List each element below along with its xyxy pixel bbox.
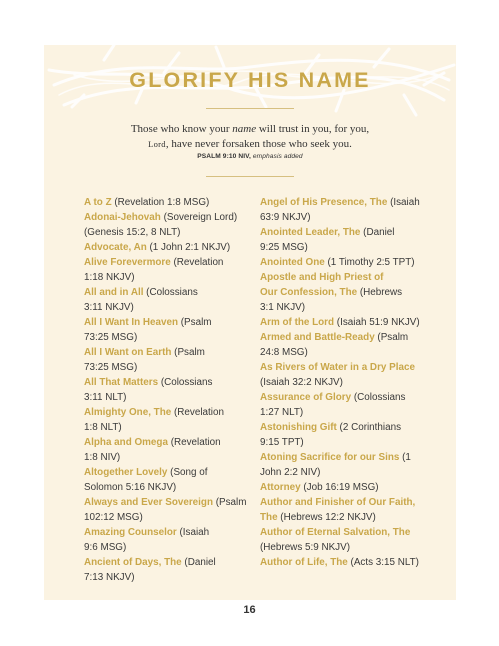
scripture-reference: (1 Timothy 2:5 TPT) xyxy=(324,257,415,268)
scripture-reference: 73:25 MSG) xyxy=(84,362,138,373)
scripture-reference: (Hebrews 12:2 NKJV) xyxy=(277,512,376,523)
name-entry-line xyxy=(260,390,440,405)
scripture-reference: (Colossians xyxy=(158,377,213,388)
name-entry-line xyxy=(84,285,264,300)
epigraph-verse xyxy=(84,122,416,151)
name-entry-line xyxy=(84,480,264,495)
content-panel xyxy=(44,45,456,600)
name-entry-line xyxy=(84,510,264,525)
name-entry-line xyxy=(84,525,264,540)
name-of-god: Anointed Leader, The xyxy=(260,227,361,238)
name-of-god: All I Want on Earth xyxy=(84,347,172,358)
scripture-reference: 73:25 MSG) xyxy=(84,332,138,343)
verse-text: will trust in you, for you, xyxy=(256,123,370,135)
name-of-god: Author and Finisher of Our Faith, xyxy=(260,497,416,508)
name-entry-line xyxy=(260,540,440,555)
page-title: GLORIFY HIS NAME xyxy=(129,68,371,92)
scripture-reference: 9:25 MSG) xyxy=(260,242,308,253)
name-entry-line xyxy=(260,255,440,270)
scripture-reference: (1 xyxy=(399,452,411,463)
scripture-reference: (Genesis 15:2, 8 NLT) xyxy=(84,227,181,238)
verse-text: Those who know your xyxy=(130,123,233,135)
scripture-reference: 24:8 MSG) xyxy=(260,347,308,358)
name-entry-line xyxy=(260,210,440,225)
name-entry-line xyxy=(260,510,440,525)
name-entry-line xyxy=(84,210,264,225)
scripture-reference: (Colossians xyxy=(351,392,406,403)
name-entry-line xyxy=(260,525,440,540)
scripture-reference: John 2:2 NIV) xyxy=(260,467,321,478)
scripture-reference: 1:27 NLT) xyxy=(260,407,304,418)
name-entry-line xyxy=(260,480,440,495)
divider xyxy=(206,176,294,177)
name-of-god: Ancient of Days, The xyxy=(84,557,182,568)
name-entry-line xyxy=(260,495,440,510)
names-column-right xyxy=(260,195,440,570)
scripture-reference: Solomon 5:16 NKJV) xyxy=(84,482,177,493)
name-of-god: Always and Ever Sovereign xyxy=(84,497,213,508)
name-entry-line xyxy=(260,435,440,450)
name-entry-line xyxy=(84,465,264,480)
name-of-god: The xyxy=(260,512,278,523)
scripture-reference: (Daniel xyxy=(360,227,395,238)
name-entry-line xyxy=(84,225,264,240)
scripture-reference: (Psalm xyxy=(178,317,212,328)
name-of-god: All and in All xyxy=(84,287,144,298)
scripture-reference: 1:18 NKJV) xyxy=(84,272,135,283)
verse-emphasis: name xyxy=(232,123,257,135)
name-of-god: Arm of the Lord xyxy=(260,317,335,328)
name-entry-line xyxy=(84,255,264,270)
scripture-reference: (Psalm xyxy=(212,497,247,508)
name-entry-line xyxy=(260,345,440,360)
name-entry-line xyxy=(84,345,264,360)
name-entry-line xyxy=(260,225,440,240)
name-entry-line xyxy=(84,315,264,330)
name-entry-line xyxy=(84,420,264,435)
name-entry-line xyxy=(260,240,440,255)
scripture-reference: (Psalm xyxy=(374,332,409,343)
scripture-reference: 63:9 NKJV) xyxy=(260,212,311,223)
name-entry-line xyxy=(260,270,440,285)
name-entry-line xyxy=(84,540,264,555)
name-entry-line xyxy=(84,240,264,255)
scripture-reference: 3:1 NKJV) xyxy=(260,302,306,313)
scripture-reference: (Revelation xyxy=(170,257,224,268)
name-entry-line xyxy=(260,360,440,375)
reference-note: emphasis added xyxy=(252,153,303,160)
name-of-god: Assurance of Glory xyxy=(260,392,352,403)
scripture-reference: (Revelation xyxy=(171,407,224,418)
name-entry-line xyxy=(260,195,440,210)
name-of-god: Armed and Battle-Ready xyxy=(260,332,375,343)
name-entry-line xyxy=(84,450,264,465)
scripture-reference: (Song of xyxy=(167,467,208,478)
name-entry-line xyxy=(260,420,440,435)
scripture-reference: (Revelation 1:8 MSG) xyxy=(111,197,210,208)
name-of-god: Adonai-Jehovah xyxy=(84,212,161,223)
name-of-god: Alive Forevermore xyxy=(84,257,171,268)
scripture-reference: (Revelation xyxy=(167,437,221,448)
scripture-reference: 3:11 NKJV) xyxy=(84,302,134,313)
name-entry-line xyxy=(84,330,264,345)
scripture-reference: (Colossians xyxy=(143,287,198,298)
scripture-reference: 3:11 NLT) xyxy=(84,392,127,403)
scripture-reference: (Daniel xyxy=(181,557,216,568)
name-of-god: As Rivers of Water in a Dry Place xyxy=(260,362,415,373)
name-entry-line xyxy=(84,300,264,315)
name-of-god: All That Matters xyxy=(84,377,159,388)
names-column-left xyxy=(84,195,264,585)
name-entry-line xyxy=(260,285,440,300)
name-of-god: Our Confession, The xyxy=(260,287,358,298)
name-of-god: All I Want In Heaven xyxy=(84,317,179,328)
name-of-god: Altogether Lovely xyxy=(84,467,168,478)
scripture-reference: (Isaiah xyxy=(387,197,420,208)
reference-text: PSALM 9:10 NIV, xyxy=(197,153,253,160)
scripture-reference: (Hebrews 5:9 NKJV) xyxy=(260,542,350,553)
verse-small-caps: Lord xyxy=(148,138,166,149)
scripture-reference: (Acts 3:15 NLT) xyxy=(347,557,419,568)
name-entry-line xyxy=(84,495,264,510)
name-entry-line xyxy=(84,360,264,375)
scripture-reference: 1:8 NLT) xyxy=(84,422,122,433)
name-entry-line xyxy=(260,450,440,465)
name-entry-line xyxy=(260,375,440,390)
name-of-god: Attorney xyxy=(260,482,301,493)
scripture-reference: (Isaiah 32:2 NKJV) xyxy=(260,377,343,388)
name-of-god: Apostle and High Priest of xyxy=(260,272,384,283)
name-of-god: Advocate, An xyxy=(84,242,147,253)
name-entry-line xyxy=(84,195,264,210)
scripture-reference: 1:8 NIV) xyxy=(84,452,121,463)
name-entry-line xyxy=(260,555,440,570)
name-of-god: Atoning Sacrifice for our Sins xyxy=(260,452,400,463)
name-of-god: Alpha and Omega xyxy=(84,437,168,448)
divider xyxy=(206,108,294,109)
scripture-reference: (Hebrews xyxy=(357,287,403,298)
name-entry-line xyxy=(260,300,440,315)
name-of-god: Author of Life, The xyxy=(260,557,348,568)
name-entry-line xyxy=(260,465,440,480)
name-entry-line xyxy=(260,405,440,420)
name-of-god: A to Z xyxy=(84,197,112,208)
name-entry-line xyxy=(260,330,440,345)
name-of-god: Angel of His Presence, The xyxy=(260,197,388,208)
name-entry-line xyxy=(84,390,264,405)
scripture-reference: (Isaiah xyxy=(176,527,210,538)
scripture-reference: (Job 16:19 MSG) xyxy=(300,482,379,493)
name-of-god: Almighty One, The xyxy=(84,407,172,418)
name-entry-line xyxy=(84,405,264,420)
scripture-reference: (Isaiah 51:9 NKJV) xyxy=(334,317,420,328)
scripture-reference: 7:13 NKJV) xyxy=(84,572,135,583)
scripture-reference: (Sovereign Lord) xyxy=(160,212,238,223)
scripture-reference: 9:15 TPT) xyxy=(260,437,304,448)
name-entry-line xyxy=(260,315,440,330)
name-entry-line xyxy=(84,555,264,570)
name-of-god: Astonishing Gift xyxy=(260,422,337,433)
scripture-reference: 102:12 MSG) xyxy=(84,512,143,523)
name-entry-line xyxy=(84,375,264,390)
name-entry-line xyxy=(84,570,264,585)
scripture-reference: (1 John 2:1 NKJV) xyxy=(146,242,231,253)
verse-reference xyxy=(44,153,456,160)
name-entry-line xyxy=(84,270,264,285)
name-of-god: Amazing Counselor xyxy=(84,527,177,538)
scripture-reference: (Psalm xyxy=(171,347,205,358)
page-number: 16 xyxy=(243,604,256,616)
name-of-god: Author of Eternal Salvation, The xyxy=(260,527,411,538)
name-entry-line xyxy=(84,435,264,450)
scripture-reference: (2 Corinthians xyxy=(336,422,402,433)
verse-text: , have never forsaken those who seek you. xyxy=(165,137,352,150)
scripture-reference: 9:6 MSG) xyxy=(84,542,127,553)
name-of-god: Anointed One xyxy=(260,257,325,268)
